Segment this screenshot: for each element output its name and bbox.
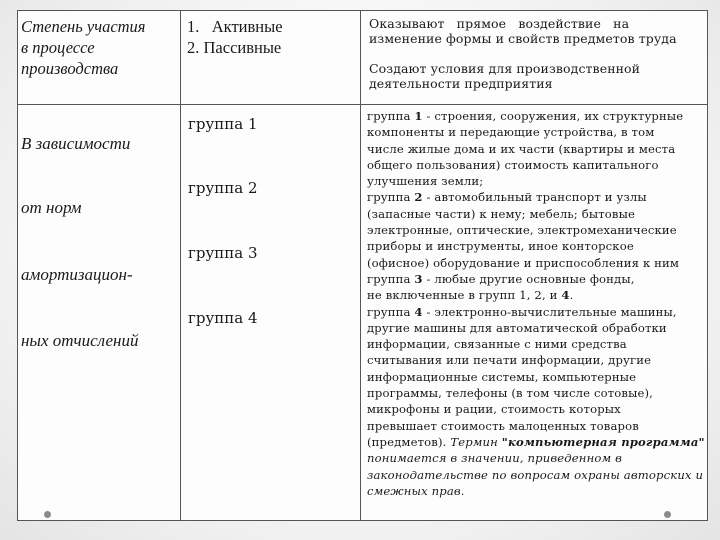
bullet-dot-left — [44, 511, 51, 518]
depreciation-label-part-1: В зависимости — [21, 134, 131, 153]
group-desc-fragment: 3 — [414, 271, 423, 286]
group-desc-fragment: - любые другие основные фонды, — [422, 271, 635, 286]
depreciation-label-part-3: амортизацион- — [21, 265, 133, 284]
group-desc-line — [367, 157, 703, 173]
group-desc-fragment: законодательстве по вопросам охраны авторских и — [367, 467, 704, 482]
group-desc-line — [367, 418, 703, 434]
participation-label-line-1: Степень участия — [21, 17, 146, 36]
group-desc-fragment: группа — [367, 271, 415, 286]
group-desc-line — [367, 189, 703, 205]
groups-description-cell — [361, 105, 708, 521]
group-desc-line — [367, 141, 703, 157]
table-row-participation — [18, 11, 708, 105]
type-passive: 2. Пассивные — [187, 38, 282, 57]
group-desc-line — [367, 320, 703, 336]
group-desc-line — [367, 336, 703, 352]
group-desc-line — [367, 238, 703, 254]
group-desc-fragment: - автомобильный транспорт и узлы — [422, 190, 647, 205]
group-desc-line — [367, 369, 703, 385]
group-desc-fragment: улучшения земли; — [367, 174, 484, 189]
group-desc-line — [367, 304, 703, 320]
group-desc-fragment: микрофоны и рации, стоимость которых — [367, 402, 621, 417]
group-desc-line — [367, 222, 703, 238]
group-desc-fragment: группа — [367, 190, 415, 205]
group-desc-fragment: приборы и инструменты, иное конторское — [367, 239, 634, 254]
participation-label-line-2: в процессе — [21, 38, 95, 57]
group-desc-fragment: - строения, сооружения, их структурные — [422, 109, 684, 123]
group-3-label: группа 3 — [188, 244, 258, 262]
group-desc-fragment: понимается в значении, приведенном в — [367, 451, 622, 466]
group-desc-fragment: "компьютерная программа" — [501, 434, 705, 449]
group-4-label: группа 4 — [188, 309, 258, 327]
group-desc-fragment: не включенные в групп 1, 2, и — [367, 288, 562, 303]
bullet-dot-right — [664, 511, 671, 518]
group-desc-line — [367, 352, 703, 368]
participation-label-line-3: производства — [21, 59, 119, 78]
group-desc-line — [367, 434, 703, 450]
classification-table — [17, 10, 708, 521]
type-active: 1. Активные — [187, 17, 283, 36]
participation-label-cell — [18, 11, 181, 105]
depreciation-label-part-4: ных отчислений — [21, 331, 139, 350]
group-desc-line — [367, 206, 703, 222]
group-desc-fragment: электронные, оптические, электромеханические — [367, 223, 677, 238]
group-desc-fragment: Термин — [450, 434, 502, 449]
table-row-depreciation — [18, 105, 708, 521]
active-desc-line-1: Оказывают прямое воздействие на — [369, 16, 630, 31]
group-desc-fragment: группа — [367, 304, 415, 319]
group-desc-fragment: информационные системы, компьютерные — [367, 369, 637, 384]
group-1-label: группа 1 — [188, 115, 258, 133]
group-desc-fragment: (запасные части) к нему; мебель; бытовые — [367, 206, 635, 221]
group-desc-fragment: группа — [367, 109, 415, 123]
group-desc-fragment: общего пользования) стоимость капитального — [367, 157, 659, 172]
group-desc-fragment: 4 — [561, 288, 570, 303]
group-desc-fragment: 1 — [414, 109, 423, 123]
depreciation-label-cell — [18, 105, 181, 521]
depreciation-label-part-2: от норм — [21, 198, 82, 217]
group-desc-line — [367, 108, 703, 124]
group-desc-fragment: (предметов). — [367, 434, 451, 449]
group-desc-fragment: . — [569, 288, 574, 303]
group-desc-fragment: другие машины для автоматической обработки — [367, 320, 667, 335]
group-desc-line — [367, 483, 703, 499]
group-desc-fragment: 2 — [414, 190, 423, 205]
groups-cell — [181, 105, 361, 521]
group-desc-fragment: программы, телефоны (в том числе сотовые), — [367, 386, 653, 401]
group-desc-line — [367, 467, 703, 483]
group-desc-line — [367, 401, 703, 417]
group-desc-fragment: числе жилые дома и их части (квартиры и места — [367, 141, 676, 156]
passive-desc-line-2: деятельности предприятия — [369, 76, 553, 91]
group-desc-fragment: - электронно-вычислительные машины, — [422, 304, 677, 319]
group-desc-line — [367, 450, 703, 466]
active-desc-line-2: изменение формы и свойств предметов труда — [369, 31, 677, 46]
passive-desc-line-1: Создают условия для производственной — [369, 61, 641, 76]
group-desc-line — [367, 173, 703, 189]
group-desc-line — [367, 385, 703, 401]
group-2-label: группа 2 — [188, 179, 258, 197]
group-desc-fragment: компоненты и передающие устройства, в том — [367, 125, 655, 140]
group-desc-fragment: считывания или печати информации, другие — [367, 353, 652, 368]
participation-desc-cell — [361, 11, 708, 105]
group-desc-fragment: превышает стоимость малоценных товаров — [367, 418, 639, 433]
group-desc-line — [367, 255, 703, 271]
group-desc-line — [367, 124, 703, 140]
group-desc-fragment: смежных прав. — [367, 483, 465, 498]
group-desc-fragment: информации, связанные с ними средства — [367, 337, 627, 352]
group-desc-line — [367, 271, 703, 287]
group-desc-line — [367, 287, 703, 303]
group-desc-fragment: 4 — [414, 304, 423, 319]
participation-types-cell — [181, 11, 361, 105]
group-desc-fragment: (офисное) оборудование и приспособления к ним — [367, 255, 680, 270]
